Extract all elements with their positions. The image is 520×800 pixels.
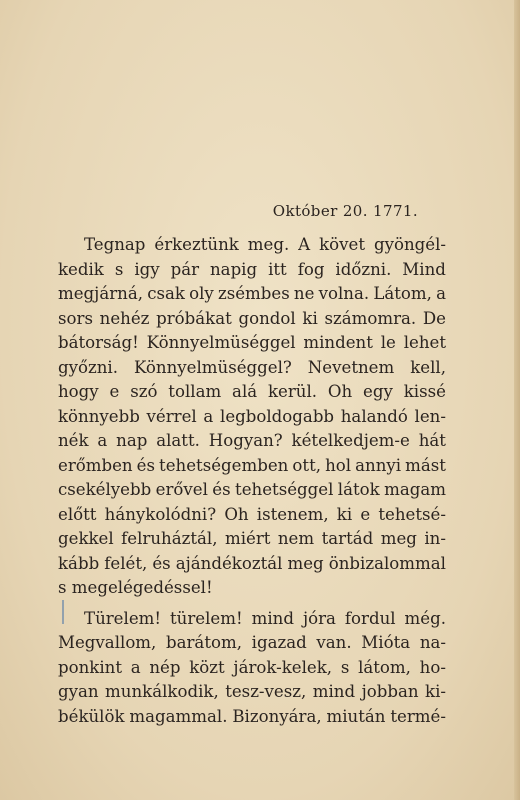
word: istenem,: [256, 504, 329, 524]
word: felruháztál,: [121, 529, 218, 548]
word: látok: [337, 480, 380, 499]
word: Bizonyára,: [232, 706, 322, 726]
word: Oh: [327, 382, 353, 401]
word: és: [136, 455, 155, 475]
word: Nevetnem: [307, 357, 395, 377]
word: nap: [116, 431, 148, 450]
word: tehetségemben: [159, 455, 289, 475]
word: hát: [418, 431, 446, 450]
text-line: [58, 331, 446, 356]
word: tartád: [321, 529, 374, 548]
word: tehetsé-: [378, 504, 446, 524]
word: egy: [363, 382, 393, 401]
word: alatt.: [156, 431, 200, 450]
word: miután: [326, 706, 386, 726]
letter-body: [58, 233, 446, 729]
word: ki-: [425, 682, 446, 701]
word: meg: [380, 529, 417, 548]
word: számomra.: [324, 308, 417, 328]
word: nem: [277, 529, 315, 548]
word: és: [212, 480, 231, 499]
word: Könnyelmüséggel?: [133, 357, 292, 377]
word: követ: [319, 235, 366, 254]
text-line: [58, 454, 446, 479]
word: lehet: [403, 333, 446, 352]
word: alá: [232, 382, 258, 401]
word: meg: [287, 553, 324, 573]
word: e: [109, 382, 120, 401]
word: magammal.: [129, 706, 228, 726]
word: s: [114, 259, 124, 279]
word: gondol: [238, 308, 296, 328]
word: Mióta: [361, 633, 411, 652]
word: oly: [189, 284, 214, 303]
word: gyöngél-: [373, 235, 446, 254]
word: nép: [149, 657, 181, 677]
word: meg.: [247, 235, 290, 254]
text-line: [58, 356, 446, 381]
word: ki: [302, 308, 318, 328]
word: könnyebb: [58, 406, 140, 426]
word: volna.: [318, 284, 370, 303]
word: s: [340, 657, 350, 677]
word: előtt: [58, 504, 97, 524]
word: időzni.: [335, 259, 392, 279]
word: szó: [130, 382, 158, 401]
word: Hogyan?: [208, 431, 283, 450]
pencil-margin-mark: [62, 600, 64, 624]
letter-date: Október 20. 1771.: [272, 202, 418, 220]
text-line: [58, 258, 446, 283]
text-line: [58, 631, 446, 656]
text-line: [58, 233, 446, 258]
text-line: [58, 607, 446, 632]
word: mást: [405, 455, 446, 475]
word: len-: [414, 406, 446, 426]
word: a: [203, 406, 214, 426]
word: csekélyebb: [58, 480, 152, 499]
word: gekkel: [58, 529, 114, 548]
text-line: [58, 552, 446, 577]
word: bátorság!: [58, 333, 139, 352]
word: nék: [58, 431, 89, 450]
word: kedik: [58, 259, 104, 279]
word: még.: [404, 608, 446, 628]
word: erőmben: [58, 455, 133, 475]
word: miért: [224, 529, 271, 548]
word: kább: [58, 553, 100, 573]
text-line: [58, 503, 446, 528]
word: önbizalommal: [328, 553, 446, 573]
word: és: [152, 553, 171, 573]
word: le: [380, 333, 396, 352]
text-line: s megelégedéssel!: [58, 578, 213, 597]
word: győzni.: [58, 357, 118, 377]
word: vérrel: [146, 406, 197, 426]
word: ho-: [419, 657, 446, 677]
word: Könnyelmüséggel: [146, 333, 296, 352]
word: felét,: [104, 553, 148, 573]
word: járok-kelek,: [233, 657, 333, 677]
word: e: [360, 504, 371, 524]
word: magam: [384, 480, 446, 499]
word: érkeztünk: [154, 235, 239, 254]
word: kételkedjem-e: [291, 431, 410, 450]
word: annyi: [355, 455, 402, 475]
word: megjárná,: [58, 284, 144, 303]
word: hogy: [58, 382, 99, 401]
word: kissé: [403, 382, 446, 401]
word: igy: [134, 259, 160, 279]
word: nehéz: [99, 308, 150, 328]
word: csak: [147, 284, 185, 303]
word: fordul: [344, 608, 396, 628]
word: napig: [209, 259, 258, 279]
text-line: [58, 680, 446, 705]
word: in-: [424, 529, 446, 548]
word: hol: [325, 455, 352, 475]
word: erővel: [155, 480, 208, 499]
word: termé-: [390, 706, 446, 726]
word: Mind: [402, 259, 446, 279]
word: Oh: [224, 504, 249, 524]
word: mind: [251, 608, 294, 628]
word: hánykolódni?: [104, 504, 217, 524]
word: kerül.: [267, 382, 318, 401]
word: na-: [419, 633, 446, 652]
word: ponkint: [58, 657, 123, 677]
word: türelem!: [170, 608, 243, 628]
text-line: [58, 307, 446, 332]
word: fog: [297, 259, 325, 279]
text-line: [58, 705, 446, 730]
word: tesz-vesz,: [225, 682, 307, 701]
word: Tegnap: [84, 235, 146, 254]
word: tollam: [168, 382, 222, 401]
word: próbákat: [156, 308, 232, 328]
word: a: [436, 284, 446, 303]
word: kell,: [410, 357, 446, 377]
word: ott,: [292, 455, 322, 475]
text-line: [58, 527, 446, 552]
text-line: [58, 656, 446, 681]
word: a: [97, 431, 108, 450]
word: jóra: [302, 608, 336, 628]
word: látom,: [358, 657, 411, 677]
word: De: [422, 308, 446, 328]
word: munkálkodik,: [105, 682, 219, 701]
word: legboldogabb: [220, 406, 335, 426]
word: közt: [189, 657, 225, 677]
word: ki: [336, 504, 353, 524]
paragraph-2: [58, 607, 446, 730]
word: a: [130, 657, 141, 677]
text-line: [58, 380, 446, 405]
text-line: [58, 282, 446, 307]
word: ne: [293, 284, 315, 303]
word: mind: [312, 682, 356, 701]
word: itt: [268, 259, 287, 279]
word: Türelem!: [84, 608, 162, 628]
word: sors: [58, 308, 93, 328]
word: ajándékoztál: [175, 553, 283, 573]
word: mindent: [303, 333, 373, 352]
word: Látom,: [373, 284, 432, 303]
word: békülök: [58, 706, 125, 726]
word: Megvallom,: [58, 633, 157, 652]
text-line: [58, 478, 446, 503]
word: A: [298, 235, 311, 254]
paragraph-1: [58, 233, 446, 601]
word: igazad: [251, 633, 307, 652]
word: van.: [316, 633, 352, 652]
word: jobban: [361, 682, 419, 701]
word: barátom,: [165, 633, 242, 652]
text-line: [58, 429, 446, 454]
word: tehetséggel: [235, 480, 334, 499]
page-edge: [514, 0, 520, 800]
word: pár: [170, 259, 200, 279]
word: halandó: [340, 406, 408, 426]
word: gyan: [58, 682, 99, 701]
text-line: [58, 405, 446, 430]
word: zsémbes: [217, 284, 290, 303]
